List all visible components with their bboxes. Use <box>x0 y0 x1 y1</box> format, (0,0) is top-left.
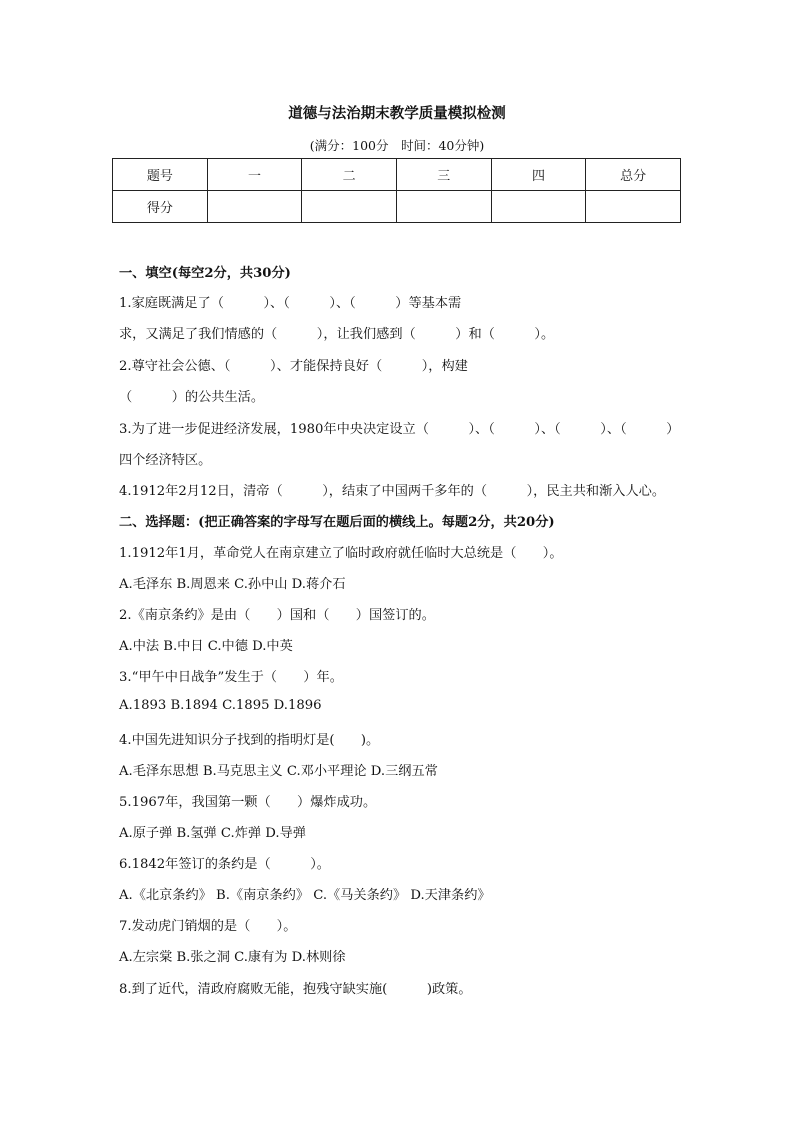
answer-options: A.中法 B.中日 C.中德 D.中英 <box>119 639 293 654</box>
question-line: （ ）的公共生活。 <box>119 390 265 405</box>
question-line: 1.1912年1月，革命党人在南京建立了临时政府就任临时大总统是（ ）。 <box>119 546 563 561</box>
score-table-header-cell: 四 <box>491 159 586 191</box>
score-table-header-cell: 二 <box>302 159 397 191</box>
score-cell[interactable] <box>396 191 491 223</box>
score-table-header-row <box>113 159 681 191</box>
question-line: 2.《南京条约》是由（ ）国和（ ）国签订的。 <box>119 608 435 623</box>
score-table-header-cell: 题号 <box>113 159 208 191</box>
section-heading-choice: 二、选择题：(把正确答案的字母写在题后面的横线上。每题2分，共20分) <box>119 515 555 530</box>
exam-subtitle: (满分：100分 时间：40分钟) <box>309 138 485 153</box>
score-table-header-cell: 一 <box>207 159 302 191</box>
question-line: 7.发动虎门销烟的是（ ）。 <box>119 919 297 934</box>
question-line: 8.到了近代，清政府腐败无能，抱残守缺实施( )政策。 <box>119 982 472 997</box>
score-cell[interactable] <box>491 191 586 223</box>
question-line: 4.中国先进知识分子找到的指明灯是( )。 <box>119 733 380 748</box>
answer-options: A.左宗棠 B.张之洞 C.康有为 D.林则徐 <box>119 950 346 965</box>
score-cell[interactable] <box>207 191 302 223</box>
question-line: 5.1967年，我国第一颗（ ）爆炸成功。 <box>119 795 377 810</box>
exam-title: 道德与法治期末教学质量模拟检测 <box>288 105 506 122</box>
score-table-score-row <box>113 191 681 223</box>
question-line: 6.1842年签订的条约是（ ）。 <box>119 857 330 872</box>
score-cell[interactable] <box>302 191 397 223</box>
answer-options: A.毛泽东 B.周恩来 C.孙中山 D.蒋介石 <box>119 577 346 592</box>
question-line: 求，又满足了我们情感的（ ），让我们感到（ ）和（ ）。 <box>119 327 555 342</box>
answer-options: A.毛泽东思想 B.马克思主义 C.邓小平理论 D.三纲五常 <box>119 764 438 779</box>
answer-options: A.1893 B.1894 C.1895 D.1896 <box>119 698 322 713</box>
score-table <box>112 158 681 223</box>
score-row-label: 得分 <box>113 191 208 223</box>
question-line: 1.家庭既满足了（ ）、（ ）、（ ）等基本需 <box>119 296 462 311</box>
answer-options: A.原子弹 B.氢弹 C.炸弹 D.导弹 <box>119 826 306 841</box>
section-heading-fill-blank: 一、填空(每空2分，共30分) <box>119 266 291 281</box>
score-table-header-cell: 总分 <box>586 159 681 191</box>
question-line: 3.为了进一步促进经济发展，1980年中央决定设立（ ）、（ ）、（ ）、（ ） <box>119 422 680 437</box>
question-line: 四个经济特区。 <box>119 453 212 468</box>
score-table-header-cell: 三 <box>396 159 491 191</box>
question-line: 2.尊守社会公德、（ ）、才能保持良好（ ），构建 <box>119 359 468 374</box>
score-cell[interactable] <box>586 191 681 223</box>
question-line: 3.“甲午中日战争”发生于（ ）年。 <box>119 670 343 685</box>
answer-options: A.《北京条约》 B.《南京条约》 C.《马关条约》 D.天津条约》 <box>119 888 491 903</box>
question-line: 4.1912年2月12日，清帝（ ），结束了中国两千多年的（ ），民主共和渐入人心。 <box>119 484 666 499</box>
